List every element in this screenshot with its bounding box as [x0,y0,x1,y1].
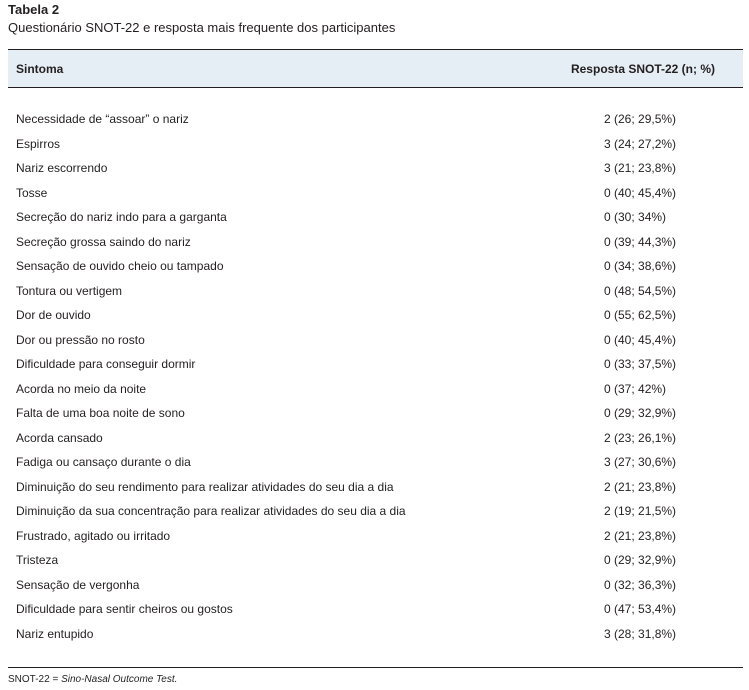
table-row [8,280,743,305]
symptom-cell: Secreção do nariz indo para a garganta [16,210,227,224]
table-row [8,108,743,133]
table-row [8,623,743,648]
table-row [8,451,743,476]
table-row [8,598,743,623]
symptom-cell: Tontura ou vertigem [16,283,123,298]
column-header-response: Resposta SNOT-22 (n; %) [570,62,715,76]
response-cell: 0 (32; 36,3%) [604,577,677,592]
symptom-cell: Sensação de ouvido cheio ou tampado [16,259,224,273]
response-cell: 2 (19; 21,5%) [604,504,677,518]
table-row [8,353,743,378]
symptom-cell: Dificuldade para sentir cheiros ou gostos [16,602,233,616]
response-cell: 0 (30; 34%) [604,210,667,224]
symptom-cell: Frustrado, agitado ou irritado [16,528,171,543]
symptom-cell: Falta de uma boa noite de sono [16,406,185,420]
table-bottom-rule [8,667,743,668]
response-cell: 2 (21; 23,8%) [604,479,677,494]
table-row [8,133,743,158]
table-label: Tabela 2 [8,2,60,17]
footnote-abbreviation: SNOT-22 = [8,674,62,685]
table-caption: Questionário SNOT-22 e resposta mais frequente dos participantes [8,20,396,35]
column-header-symptom: Sintoma [16,62,64,76]
symptom-cell: Dor ou pressão no rosto [16,332,145,347]
response-cell: 3 (24; 27,2%) [604,136,677,151]
table-row [8,500,743,525]
response-cell: 0 (33; 37,5%) [604,357,677,371]
symptom-cell: Necessidade de “assoar” o nariz [16,112,189,126]
table-row [8,402,743,427]
response-cell: 0 (40; 45,4%) [604,185,677,200]
table-row [8,476,743,501]
table-row [8,427,743,452]
table-footnote [8,673,177,686]
table-row [8,304,743,329]
response-cell: 0 (34; 38,6%) [604,259,677,273]
symptom-cell: Nariz escorrendo [16,161,108,175]
symptom-cell: Acorda no meio da noite [16,381,147,396]
symptom-cell: Tristeza [16,553,59,567]
symptom-cell: Nariz entupido [16,626,94,641]
response-cell: 2 (23; 26,1%) [604,430,677,445]
table-row [8,378,743,403]
response-cell: 2 (26; 29,5%) [604,112,677,126]
symptom-cell: Acorda cansado [16,430,103,445]
response-cell: 0 (55; 62,5%) [604,308,677,322]
response-cell: 0 (29; 32,9%) [604,553,677,567]
table-row [8,206,743,231]
symptom-cell: Fadiga ou cansaço durante o dia [16,455,191,469]
symptom-cell: Secreção grossa saindo do nariz [16,234,191,249]
table-row [8,329,743,354]
table-row [8,231,743,256]
table-row [8,157,743,182]
table-header [8,49,743,88]
response-cell: 3 (28; 31,8%) [604,626,677,641]
response-cell: 3 (27; 30,6%) [604,455,677,469]
response-cell: 0 (47; 53,4%) [604,602,677,616]
symptom-cell: Tosse [16,185,48,200]
table-row [8,549,743,574]
symptom-cell: Dificuldade para conseguir dormir [16,357,196,371]
response-cell: 0 (39; 44,3%) [604,234,677,249]
response-cell: 0 (48; 54,5%) [604,283,677,298]
footnote-expansion: Sino-Nasal Outcome Test. [61,674,178,685]
symptom-cell: Diminuição da sua concentração para realizar atividades do seu dia a dia [16,504,406,518]
response-cell: 0 (40; 45,4%) [604,332,677,347]
response-cell: 3 (21; 23,8%) [604,161,677,175]
response-cell: 2 (21; 23,8%) [604,528,677,543]
symptom-cell: Espirros [16,136,61,151]
table-body [8,108,743,647]
table-row [8,525,743,550]
table-row [8,255,743,280]
symptom-cell: Dor de ouvido [16,308,91,322]
table-row [8,574,743,599]
response-cell: 0 (29; 32,9%) [604,406,677,420]
response-cell: 0 (37; 42%) [604,381,667,396]
table-row [8,182,743,207]
symptom-cell: Sensação de vergonha [16,577,140,592]
symptom-cell: Diminuição do seu rendimento para realizar atividades do seu dia a dia [16,479,394,494]
